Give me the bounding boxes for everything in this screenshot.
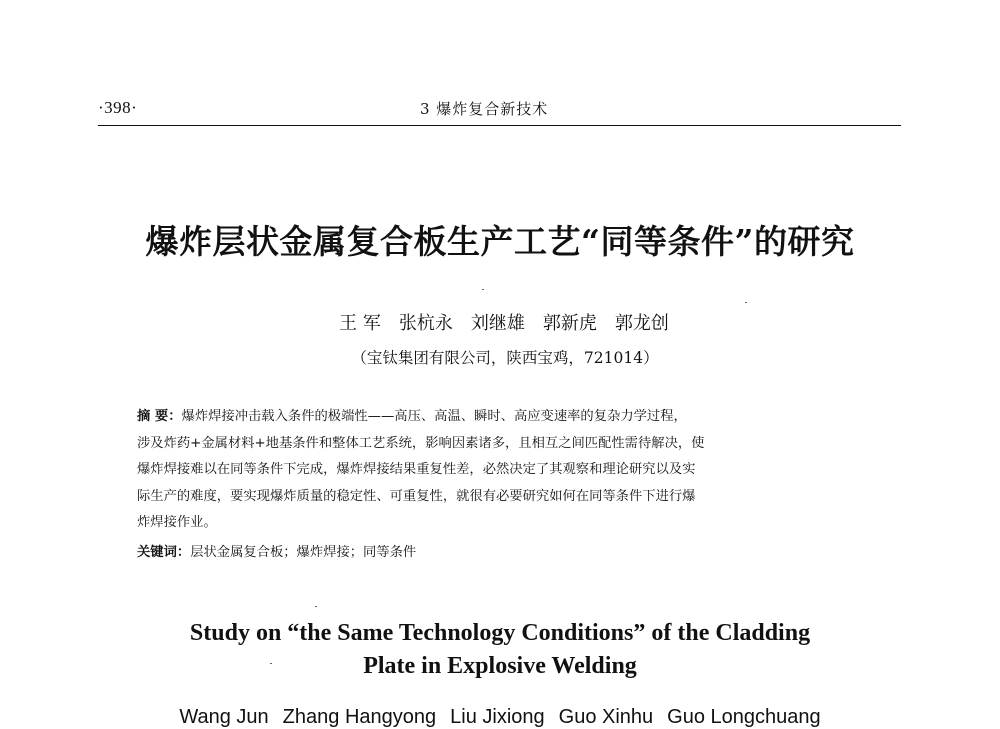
title-line-1: Study on “the Same Technology Conditions” of the Cladding: [189, 620, 811, 646]
author-name: 张杭永: [398, 313, 453, 334]
title-line-2: Plate in Explosive Welding: [363, 653, 637, 679]
author-name: 郭新虎: [542, 313, 597, 334]
abstract-line: 炸焊接作业。: [137, 515, 217, 530]
running-head: 3 爆炸复合新技术: [420, 100, 549, 118]
keywords: [137, 540, 863, 566]
author-name: 王 军: [339, 313, 381, 334]
abstract-line: 爆炸焊接难以在同等条件下完成，爆炸焊接结果重复性差，必然决定了其观察和理论研究以及实: [137, 462, 696, 477]
author-name: 刘继雄: [470, 313, 525, 334]
keywords-text: 层状金属复合板；爆炸焊接；同等条件: [190, 545, 417, 560]
author-name-en: Guo Longchuang: [667, 706, 821, 728]
scan-speck: [315, 606, 317, 607]
author-list-english: [0, 706, 1000, 729]
scan-speck: [270, 663, 272, 664]
keywords-label: 关键词：: [137, 545, 191, 560]
author-list-chinese: [0, 309, 1000, 335]
abstract-line: 爆炸焊接冲击载入条件的极端性——高压、高温、瞬时、高应变速率的复杂力学过程，: [181, 409, 687, 424]
author-name-en: Wang Jun: [179, 706, 269, 728]
author-name: 郭龙创: [614, 313, 669, 334]
paper-title-english: [0, 617, 1000, 683]
author-name-en: Guo Xinhu: [558, 706, 654, 728]
abstract-line: 涉及炸药+金属材料+地基条件和整体工艺系统，影响因素诸多，且相互之间匹配性需待解决，使: [137, 435, 705, 451]
running-header: [98, 98, 901, 128]
scan-speck: [745, 302, 747, 303]
abstract: [137, 404, 863, 537]
author-name-en: Liu Jixiong: [450, 706, 545, 728]
header-rule: [98, 125, 901, 126]
affiliation-chinese: （宝钛集团有限公司，陕西宝鸡，721014）: [351, 349, 659, 367]
scan-speck: [482, 289, 484, 290]
paper-title-chinese: 爆炸层状金属复合板生产工艺“同等条件”的研究: [145, 222, 855, 261]
abstract-label: 摘 要：: [137, 409, 182, 424]
author-name-en: Zhang Hangyong: [282, 706, 437, 728]
abstract-line: 际生产的难度，要实现爆炸质量的稳定性、可重复性，就很有必要研究如何在同等条件下进行爆: [137, 488, 696, 504]
page-number: ·398·: [98, 98, 138, 117]
